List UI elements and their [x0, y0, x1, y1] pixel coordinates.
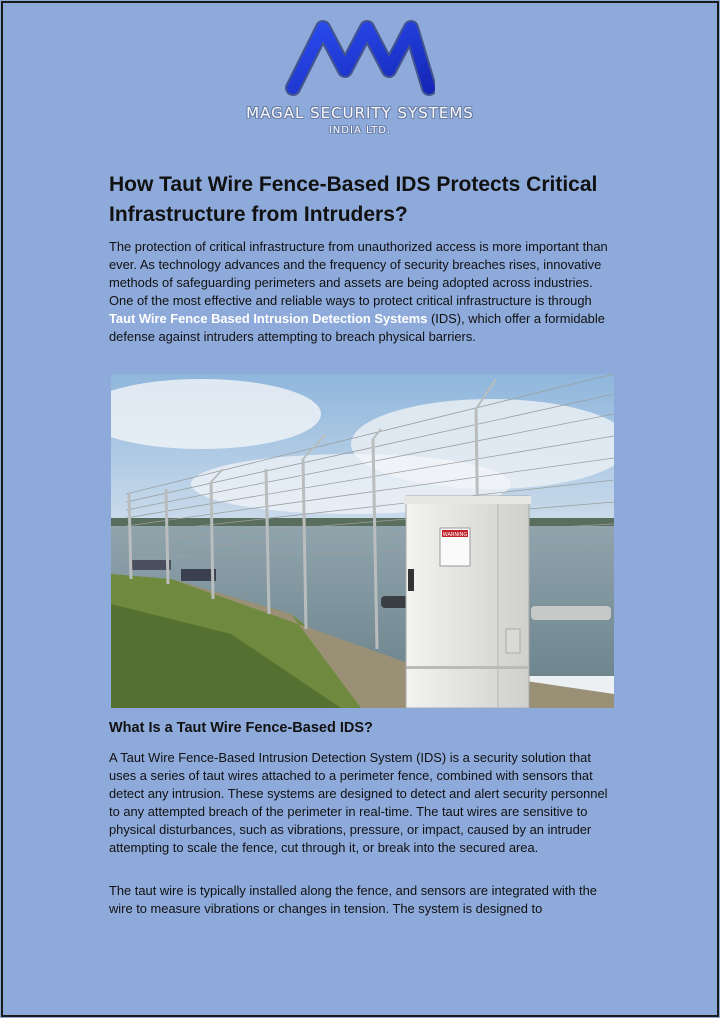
section-heading: What Is a Taut Wire Fence-Based IDS?: [109, 720, 373, 736]
brand-subtitle: INDIA LTD.: [328, 125, 392, 136]
fence-photo: [111, 374, 614, 708]
warning-sign: WARNING: [442, 532, 468, 538]
intro-text-before: The protection of critical infrastructure from unauthorized access is more important than ever. As technology advances and the frequency of security breaches rises, innovative methods of safeguarding perimeters and assets are being adopted across industries. One of the most effective and reliable ways to protect critical infrastructure is through: [109, 239, 608, 308]
logo-mark-icon: [285, 18, 435, 98]
section-paragraph-1: A Taut Wire Fence-Based Intrusion Detection System (IDS) is a security solution that uses a series of taut wires attached to a perimeter fence, combined with sensors that detect any intrusion. These systems are designed to detect and alert security personnel to any attempted breach of the perimeter in real-time. The taut wires are sensitive to physical disturbances, such as vibrations, pressure, or impact, caused by an intruder attempting to scale the fence, cut through it, or break into the secured area.: [109, 750, 608, 855]
ids-link[interactable]: Taut Wire Fence Based Intrusion Detection Systems: [109, 311, 428, 326]
brand-name: MAGAL SECURITY SYSTEMS: [246, 104, 474, 122]
intro-text-after: (IDS), which offer a formidable defense against intruders attempting to breach physical barriers.: [109, 311, 605, 344]
intro-paragraph: [109, 238, 615, 346]
article-title: How Taut Wire Fence-Based IDS Protects Critical Infrastructure from Intruders?: [109, 173, 598, 226]
section-paragraph-2: The taut wire is typically installed along the fence, and sensors are integrated with the wire to measure vibrations or changes in tension. The system is designed to: [109, 883, 597, 916]
